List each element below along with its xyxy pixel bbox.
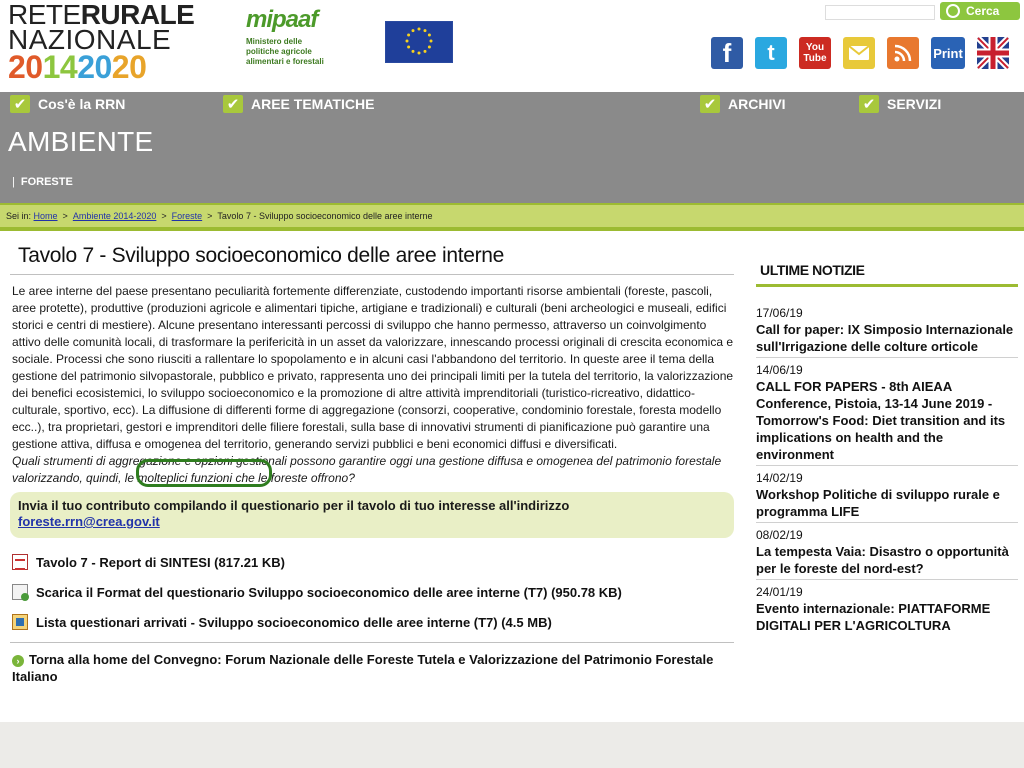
checkmark-icon: ✔ [700, 95, 720, 113]
main-nav [0, 92, 1024, 116]
news-sidebar [756, 258, 1018, 640]
youtube-bottom: Tube [803, 53, 827, 64]
mipaaf-logo[interactable] [246, 8, 366, 67]
attachment-label: Lista questionari arrivati - Sviluppo socioeconomico delle aree interne (T7) (4.5 MB) [36, 614, 552, 630]
attachment-lista-questionari[interactable] [12, 612, 734, 632]
rss-icon[interactable] [887, 37, 919, 69]
news-item[interactable] [756, 362, 1018, 466]
contribute-text: Invia il tuo contributo compilando il questionario per il tavolo di tuo interesse all'indirizzo [18, 498, 570, 513]
subnav-label: FORESTE [20, 176, 73, 188]
mipaaf-wordmark: mipaaf [246, 6, 318, 33]
main-content [10, 240, 734, 685]
youtube-icon[interactable] [799, 37, 831, 69]
mail-icon[interactable] [843, 37, 875, 69]
attachment-report-sintesi[interactable] [12, 552, 734, 572]
youtube-top: You [805, 42, 825, 53]
logo-year-part: 20 [111, 49, 147, 85]
attachment-label: Tavolo 7 - Report di SINTESI (817.21 KB) [36, 554, 285, 570]
news-title: Workshop Politiche di sviluppo rurale e programma LIFE [756, 487, 1000, 519]
article-body [10, 283, 734, 453]
section-band [0, 116, 1024, 204]
back-to-forum-link[interactable] [12, 651, 734, 685]
search-icon [946, 4, 960, 18]
nav-item-cos-e-la-rrn[interactable] [10, 92, 125, 116]
print-label: Print [933, 45, 963, 61]
breadcrumb-link-foreste[interactable]: Foreste [171, 211, 203, 221]
uk-flag-icon[interactable] [977, 37, 1009, 69]
news-date: 24/01/19 [756, 585, 803, 599]
logo-year-part: 14 [42, 49, 78, 85]
print-button[interactable] [931, 37, 965, 69]
attachment-label: Scarica il Format del questionario Sviluppo socioeconomico delle aree interne (T7) (950.78 KB) [36, 584, 622, 600]
article-text: Le aree interne del paese presentano peculiarità fortemente differenziate, custodendo importanti risorse ambientali (foreste, pascoli, aree protette), produttive (produzioni agricole e alimentari tipiche, artigiane e tradizionali) e culturali (beni archeologici e museali, edifici storici e centri di mestiere). Alcune presentano interessanti percossi di sviluppo che hanno permesso, attraverso un coinvolgimento attivo delle comunità locali, di trasformare la perifericità in un asset da valorizzare, innescando processi originali di crescita economica e sociale. Processi che sono riusciti a rallentare lo spopolamento e in alcuni casi l'abbandono del territorio. In queste aree il tema della gestione del patrimonio silvopastorale, pubblico e privato, rappresenta uno dei principali limiti per la tutela del territorio, la valorizzazione dei benefici ecosistemici, lo sviluppo socioeconomico e la promozione di altre attività imprenditoriali (turistico-ricreativo, didattico-culturale, sportivo, ecc). La diffusione di differenti forme di aggregazione (consorzi, cooperative, condominio forestale, foresta modello ecc..), tra proprietari, gestori e imprenditori delle filiere forestali, sulla base di innovativi strumenti di pianificazione può garantire una gestione attiva, diffusa e omogenea del territorio, generando servizi pubblici e beni economici diffusi e diversificati. [12, 284, 734, 451]
subnav-item-foreste[interactable] [12, 176, 73, 188]
nav-item-aree-tematiche[interactable] [223, 92, 374, 116]
logo-line1-b: RURALE [80, 0, 195, 30]
article-question: Quali strumenti di aggregazione e opzioni gestionali possono garantire oggi una gestione diffusa e omogenea del patrimonio forestale valorizzando, quindi, le molteplici funzioni che le foreste offrono? [12, 454, 722, 485]
document-download-icon [12, 584, 28, 600]
breadcrumb-separator: > [161, 211, 167, 221]
checkmark-icon: ✔ [223, 95, 243, 113]
search-input[interactable] [825, 5, 935, 20]
facebook-glyph: f [722, 37, 732, 68]
header [0, 0, 1024, 92]
spreadsheet-icon [12, 614, 28, 630]
mipaaf-description: Ministero delle politiche agricole alimentari e forestali [246, 37, 324, 66]
divider [10, 642, 734, 643]
nav-item-label: SERVIZI [887, 96, 942, 112]
rrn-logo[interactable] [8, 0, 195, 85]
logo-year-part: 20 [77, 49, 112, 85]
contribute-email-link[interactable]: foreste.rrn@crea.gov.it [18, 514, 160, 529]
divider [10, 274, 734, 275]
logo-year-part: 20 [8, 49, 43, 85]
back-link-label: Torna alla home del Convegno: Forum Nazionale delle Foreste Tutela e Valorizzazione del Patrimonio Forestale Italiano [12, 652, 714, 684]
divider [0, 227, 1024, 231]
news-date: 17/06/19 [756, 306, 803, 320]
logo-line1-a: RETE [8, 0, 81, 30]
checkmark-icon: ✔ [859, 95, 879, 113]
breadcrumb-prefix: Sei in: [6, 211, 32, 221]
breadcrumb [0, 205, 1024, 227]
nav-item-servizi[interactable] [859, 92, 941, 116]
search-button[interactable] [940, 2, 1020, 20]
twitter-icon[interactable] [755, 37, 787, 69]
news-header: ULTIME NOTIZIE [760, 262, 865, 278]
news-title: Evento internazionale: PIATTAFORME DIGITALI PER L'AGRICOLTURA [756, 601, 991, 633]
divider [756, 284, 1018, 287]
social-links [711, 37, 1009, 71]
section-title: AMBIENTE [8, 126, 154, 157]
news-date: 14/06/19 [756, 363, 803, 377]
checkmark-icon: ✔ [10, 95, 30, 113]
nav-item-label: Cos'è la RRN [38, 96, 126, 112]
attachment-list [10, 552, 734, 632]
search-label: Cerca [966, 4, 1000, 18]
subnav-separator: | [12, 176, 15, 188]
breadcrumb-link-home[interactable]: Home [33, 211, 58, 221]
news-item[interactable] [756, 305, 1018, 358]
logo-line2: NAZIONALE [8, 24, 172, 55]
breadcrumb-separator: > [62, 211, 68, 221]
arrow-right-icon: › [12, 655, 24, 667]
breadcrumb-link-ambiente[interactable]: Ambiente 2014-2020 [72, 211, 157, 221]
facebook-icon[interactable] [711, 37, 743, 69]
news-title: CALL FOR PAPERS - 8th AIEAA Conference, Pistoia, 13-14 June 2019 - Tomorrow's Food: Diet transition and its implications on health and the environment [756, 379, 1006, 462]
logo-years [8, 49, 183, 85]
news-item[interactable] [756, 470, 1018, 523]
nav-item-label: AREE TEMATICHE [251, 96, 375, 112]
eu-flag-icon[interactable] [385, 21, 453, 63]
pdf-icon [12, 554, 28, 570]
news-title: Call for paper: IX Simposio Internazionale sull'Irrigazione delle colture orticole [756, 322, 1014, 354]
nav-item-archivi[interactable] [700, 92, 786, 116]
news-title: La tempesta Vaia: Disastro o opportunità per le foreste del nord-est? [756, 544, 1009, 576]
twitter-glyph: t [767, 40, 775, 65]
nav-item-label: ARCHIVI [728, 96, 786, 112]
contribute-box [10, 492, 734, 538]
news-item[interactable] [756, 527, 1018, 580]
news-date: 08/02/19 [756, 528, 803, 542]
news-date: 14/02/19 [756, 471, 803, 485]
news-item[interactable] [756, 584, 1018, 636]
attachment-format-questionario[interactable] [12, 582, 734, 602]
breadcrumb-separator: > [207, 211, 213, 221]
page-title: Tavolo 7 - Sviluppo socioeconomico delle aree interne [18, 244, 505, 267]
breadcrumb-current: Tavolo 7 - Sviluppo socioeconomico delle aree interne [217, 211, 433, 221]
